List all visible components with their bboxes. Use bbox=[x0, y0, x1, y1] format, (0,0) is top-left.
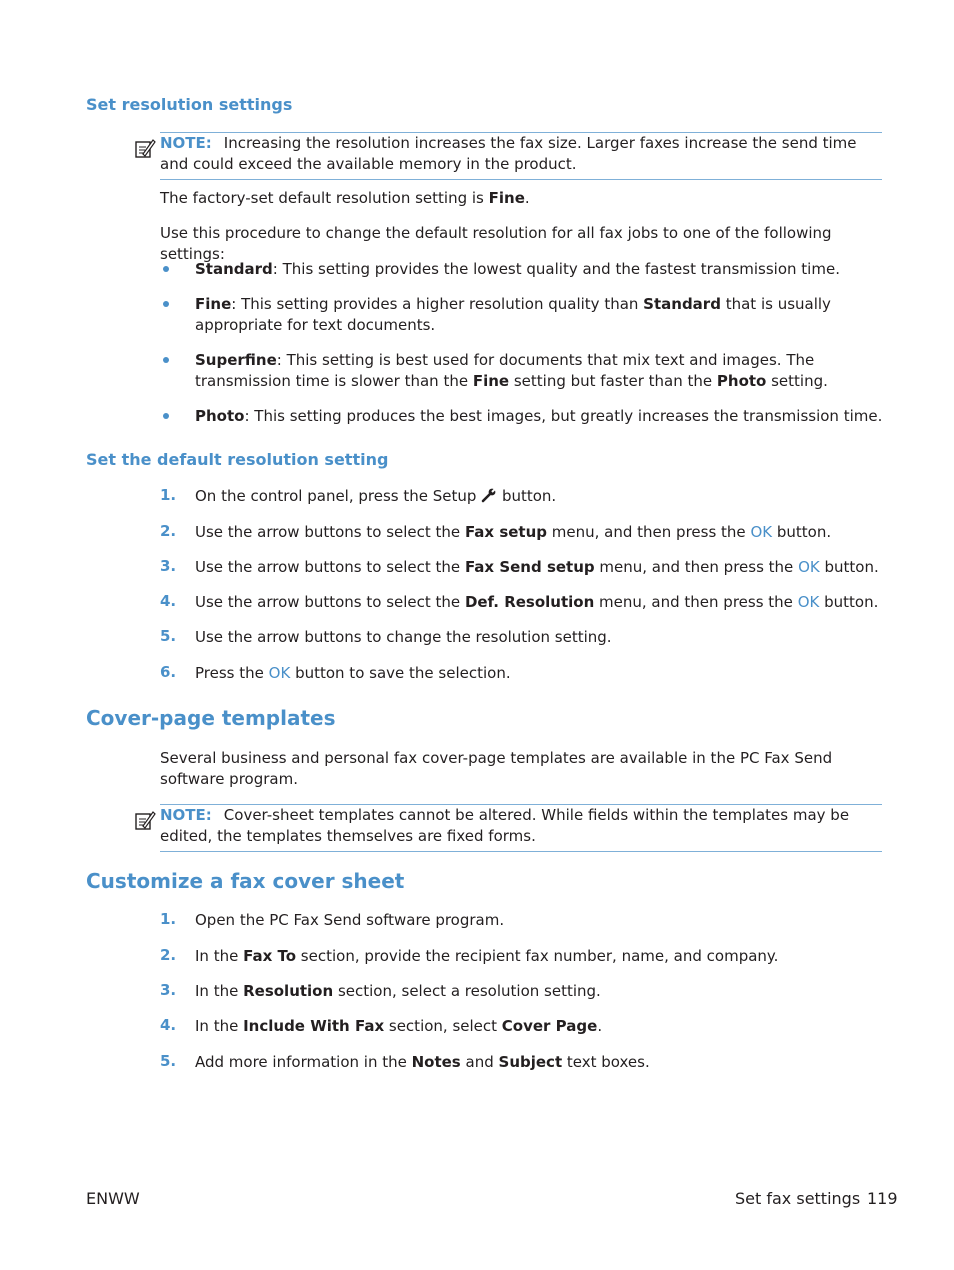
bullet-photo bbox=[195, 406, 885, 427]
customize-step-1: Open the PC Fax Send software program. bbox=[195, 911, 505, 929]
heading-cover-page-templates: Cover-page templates bbox=[86, 706, 336, 730]
bullet-text: : This setting provides the lowest quality and the fastest transmission time. bbox=[272, 260, 840, 278]
bullet-term: Superfine bbox=[195, 351, 277, 369]
text: . bbox=[524, 189, 530, 207]
footer-page-number: 119 bbox=[867, 1189, 898, 1208]
note-text: Increasing the resolution increases the fax size. Larger faxes increase the send time and could exceed the available memory in the product. bbox=[160, 134, 857, 173]
step-text: menu, and then press the bbox=[594, 558, 799, 576]
bullet-term: Standard bbox=[195, 260, 273, 278]
bold-text: Notes bbox=[411, 1053, 461, 1071]
bullet-superfine bbox=[195, 350, 885, 392]
bold-text: Fine bbox=[488, 189, 525, 207]
bullet-term: Fine bbox=[195, 295, 232, 313]
step-text: button. bbox=[819, 593, 879, 611]
bold-text: Fax To bbox=[243, 947, 297, 965]
step-number: 1. bbox=[160, 486, 177, 504]
bold-text: Subject bbox=[498, 1053, 563, 1071]
step-5-change-resolution: Use the arrow buttons to change the resolution setting. bbox=[195, 628, 612, 646]
step-number: 5. bbox=[160, 627, 177, 645]
bullet-dot bbox=[163, 301, 169, 307]
bold-text: Resolution bbox=[243, 982, 334, 1000]
bullet-dot bbox=[163, 357, 169, 363]
step-2-fax-setup bbox=[195, 522, 885, 543]
wrench-icon bbox=[481, 487, 497, 503]
step-number: 2. bbox=[160, 522, 177, 540]
step-text: button. bbox=[819, 558, 879, 576]
customize-step-4 bbox=[195, 1016, 885, 1037]
step-text: button to save the selection. bbox=[290, 664, 511, 682]
step-text: Use the arrow buttons to select the bbox=[195, 558, 465, 576]
customize-step-2 bbox=[195, 946, 885, 967]
step-number: 3. bbox=[160, 981, 177, 999]
bold-text: Fax setup bbox=[464, 523, 548, 541]
bullet-text: that is usually appropriate for text documents. bbox=[195, 295, 831, 334]
step-6-save bbox=[195, 663, 885, 684]
bold-text: Standard bbox=[643, 295, 721, 313]
step-text: Use the arrow buttons to select the bbox=[195, 523, 465, 541]
bold-text: Fax Send setup bbox=[464, 558, 595, 576]
step-text: section, provide the recipient fax number, name, and company. bbox=[296, 947, 779, 965]
step-text: menu, and then press the bbox=[547, 523, 751, 541]
step-number: 3. bbox=[160, 557, 177, 575]
step-text: button. bbox=[497, 487, 557, 505]
note-resolution-size bbox=[160, 132, 882, 180]
step-text: and bbox=[460, 1053, 499, 1071]
bullet-text: : This setting provides a higher resolution quality than bbox=[231, 295, 644, 313]
bold-text: Include With Fax bbox=[243, 1017, 385, 1035]
step-text: . bbox=[597, 1017, 603, 1035]
step-number: 5. bbox=[160, 1052, 177, 1070]
step-text: Use the arrow buttons to select the bbox=[195, 593, 465, 611]
step-3-fax-send-setup bbox=[195, 557, 885, 578]
note-text: Cover-sheet templates cannot be altered. While fields within the templates may be edited, the templates themselves are fixed forms. bbox=[160, 806, 850, 845]
step-number: 1. bbox=[160, 910, 177, 928]
bullet-text: setting but faster than the bbox=[509, 372, 717, 390]
step-1-setup bbox=[195, 486, 885, 507]
heading-set-resolution-settings: Set resolution settings bbox=[86, 95, 293, 114]
heading-set-default-resolution: Set the default resolution setting bbox=[86, 450, 389, 469]
step-number: 4. bbox=[160, 1016, 177, 1034]
step-text: text boxes. bbox=[562, 1053, 650, 1071]
note-cover-sheet bbox=[160, 804, 882, 852]
step-number: 4. bbox=[160, 592, 177, 610]
bold-text: Photo bbox=[716, 372, 767, 390]
note-pencil-icon bbox=[134, 137, 156, 159]
ok-text: OK bbox=[268, 664, 291, 682]
heading-customize-cover-sheet: Customize a fax cover sheet bbox=[86, 869, 405, 893]
paragraph-default-resolution bbox=[160, 188, 882, 209]
step-text: Add more information in the bbox=[195, 1053, 412, 1071]
note-label: NOTE: bbox=[160, 134, 212, 152]
step-number: 6. bbox=[160, 663, 177, 681]
bullet-text: setting. bbox=[766, 372, 828, 390]
ok-text: OK bbox=[798, 558, 820, 576]
bold-text: Cover Page bbox=[501, 1017, 598, 1035]
step-text: section, select bbox=[384, 1017, 502, 1035]
bold-text: Def. Resolution bbox=[464, 593, 595, 611]
paragraph-cover-templates: Several business and personal fax cover-page templates are available in the PC Fax Send software program. bbox=[160, 749, 833, 788]
step-text: menu, and then press the bbox=[594, 593, 798, 611]
step-text: Press the bbox=[195, 664, 269, 682]
text: The factory-set default resolution setting is bbox=[160, 189, 489, 207]
ok-text: OK bbox=[797, 593, 820, 611]
bullet-term: Photo bbox=[195, 407, 245, 425]
footer-left: ENWW bbox=[86, 1189, 140, 1208]
bullet-text: : This setting produces the best images, but greatly increases the transmission time. bbox=[244, 407, 883, 425]
bullet-dot bbox=[163, 413, 169, 419]
step-text: section, select a resolution setting. bbox=[333, 982, 601, 1000]
step-text: In the bbox=[195, 947, 244, 965]
step-text: button. bbox=[772, 523, 832, 541]
note-label: NOTE: bbox=[160, 806, 212, 824]
note-pencil-icon bbox=[134, 809, 156, 831]
step-number: 2. bbox=[160, 946, 177, 964]
step-text: In the bbox=[195, 982, 244, 1000]
bullet-standard bbox=[195, 259, 885, 280]
step-text: On the control panel, press the Setup bbox=[195, 487, 482, 505]
customize-step-5 bbox=[195, 1052, 885, 1073]
step-text: In the bbox=[195, 1017, 244, 1035]
bullet-fine bbox=[195, 294, 885, 336]
bold-text: Fine bbox=[472, 372, 510, 390]
ok-text: OK bbox=[750, 523, 773, 541]
customize-step-3 bbox=[195, 981, 885, 1002]
bullet-dot bbox=[163, 266, 169, 272]
bullet-text: : This setting is best used for documents that mix text and images. The transmission time is slower than the bbox=[195, 351, 815, 390]
step-4-def-resolution bbox=[195, 592, 885, 613]
paragraph-procedure: Use this procedure to change the default resolution for all fax jobs to one of the following settings: bbox=[160, 224, 832, 263]
footer-section: Set fax settings bbox=[735, 1189, 861, 1208]
